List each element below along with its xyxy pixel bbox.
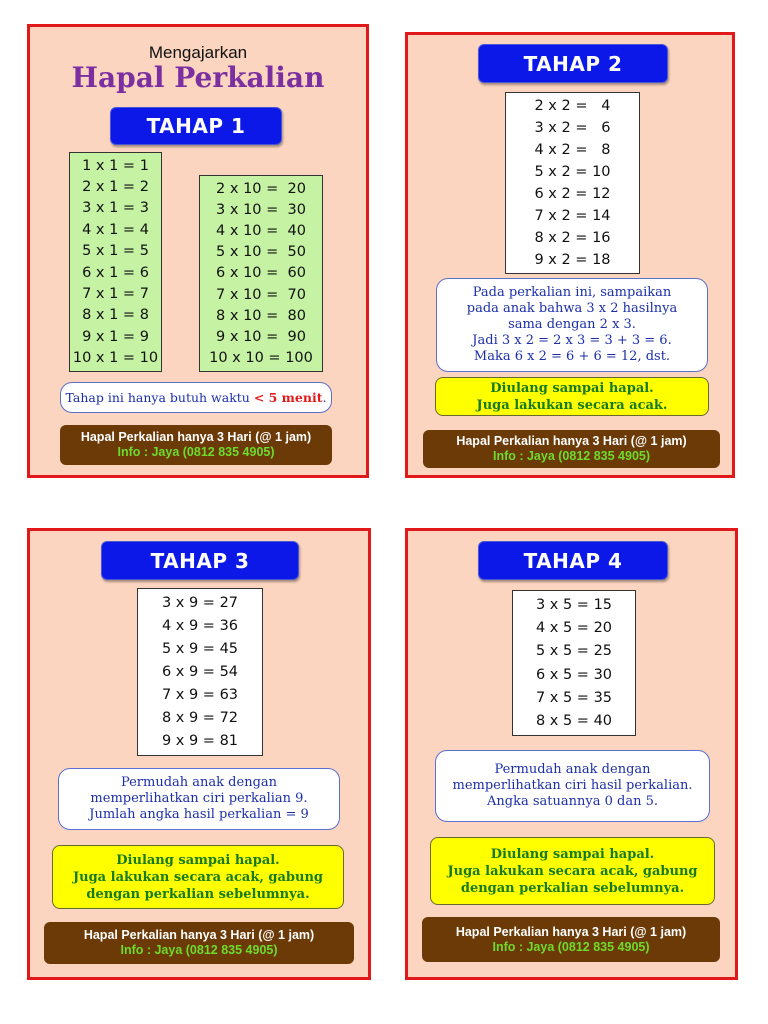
explanation-note	[436, 278, 708, 372]
footer	[422, 917, 720, 962]
repeat-line: Juga lakukan secara acak, gabung	[447, 863, 698, 879]
table-row: 5 x 9 = 45	[161, 640, 239, 657]
repeat-note	[430, 837, 715, 905]
table-row: 1 x 1 = 1	[82, 157, 149, 174]
note-line: pada anak bahwa 3 x 2 hasilnya	[466, 301, 678, 316]
table-row: 9 x 9 = 81	[161, 733, 239, 750]
time-note	[60, 382, 332, 413]
note-line: Pada perkalian ini, sampaikan	[472, 285, 672, 300]
note-line: memperlihatkan ciri perkalian 9.	[90, 791, 308, 806]
time-note-highlight: < 5 menit	[253, 389, 323, 405]
table-row: 7 x 1 = 7	[82, 286, 149, 303]
table-row: 7 x 2 = 14	[534, 208, 611, 224]
note-line: Maka 6 x 2 = 6 + 6 = 12, dst.	[473, 349, 671, 364]
table-row: 7 x 5 = 35	[535, 689, 613, 706]
footer-line2: Info : Jaya (0812 835 4905)	[492, 449, 651, 463]
table-row: 5 x 10 = 50	[216, 244, 306, 261]
footer-line2: Info : Jaya (0812 835 4905)	[120, 943, 278, 957]
table-row: 5 x 2 = 10	[534, 164, 611, 180]
table-row: 3 x 5 = 15	[535, 596, 613, 613]
card-tahap-3	[27, 528, 371, 980]
table-right	[199, 175, 323, 372]
table-row: 8 x 9 = 72	[161, 710, 239, 727]
table-row: 4 x 5 = 20	[535, 619, 613, 636]
explanation-note	[58, 768, 340, 830]
table-row: 10 x 10 = 100	[209, 350, 313, 367]
table-row: 3 x 10 = 30	[216, 201, 306, 218]
note-line: Jadi 3 x 2 = 2 x 3 = 3 + 3 = 6.	[472, 333, 672, 348]
table-row: 6 x 5 = 30	[535, 666, 613, 683]
footer-line1: Hapal Perkalian hanya 3 Hari (@ 1 jam)	[80, 430, 312, 444]
table-row: 2 x 10 = 20	[216, 180, 306, 197]
multiplication-table	[137, 588, 263, 756]
card-tahap-4	[405, 528, 738, 980]
stage-label: TAHAP 1	[110, 107, 282, 145]
footer	[60, 425, 332, 465]
table-row: 9 x 1 = 9	[82, 328, 149, 345]
multiplication-table	[512, 590, 636, 736]
stage-label: TAHAP 3	[101, 541, 299, 580]
table-row: 4 x 10 = 40	[216, 223, 306, 240]
explanation-note	[435, 750, 710, 822]
card-subtitle: Mengajarkan	[148, 43, 248, 62]
time-note-end: .	[322, 389, 327, 405]
table-row: 3 x 2 = 6	[534, 120, 611, 136]
table-row: 4 x 9 = 36	[161, 617, 239, 634]
card-title: Hapal Perkalian	[71, 61, 325, 94]
table-row: 6 x 10 = 60	[216, 265, 306, 282]
footer	[423, 430, 720, 468]
table-row: 6 x 9 = 54	[161, 663, 239, 680]
repeat-line: dengan perkalian sebelumnya.	[460, 880, 685, 896]
table-row: 5 x 5 = 25	[535, 643, 613, 660]
repeat-line: Diulang sampai hapal.	[490, 380, 654, 396]
time-note-text: Tahap ini hanya butuh waktu	[65, 389, 254, 405]
footer	[44, 922, 354, 964]
footer-line1: Hapal Perkalian hanya 3 Hari (@ 1 jam)	[455, 924, 687, 939]
stage-label: TAHAP 2	[478, 44, 668, 83]
footer-line2: Info : Jaya (0812 835 4905)	[492, 939, 650, 954]
table-row: 3 x 9 = 27	[161, 594, 239, 611]
table-row: 10 x 1 = 10	[72, 350, 159, 367]
table-row: 6 x 1 = 6	[82, 264, 149, 281]
table-row: 5 x 1 = 5	[82, 243, 149, 260]
table-row: 2 x 1 = 2	[82, 179, 149, 196]
footer-line1: Hapal Perkalian hanya 3 Hari (@ 1 jam)	[456, 434, 687, 448]
note-line: Angka satuannya 0 dan 5.	[487, 794, 658, 809]
table-left	[69, 152, 162, 372]
repeat-line: dengan perkalian sebelumnya.	[86, 886, 310, 902]
table-row: 8 x 1 = 8	[82, 307, 149, 324]
table-row: 8 x 5 = 40	[535, 713, 613, 730]
table-row: 4 x 1 = 4	[82, 221, 149, 238]
note-line: Jumlah angka hasil perkalian = 9	[89, 807, 309, 822]
note-line: Permudah anak dengan	[120, 775, 278, 790]
table-row: 8 x 2 = 16	[534, 230, 611, 246]
note-line: memperlihatkan ciri hasil perkalian.	[452, 778, 693, 793]
note-line: Permudah anak dengan	[494, 762, 651, 777]
repeat-line: Juga lakukan secara acak, gabung	[72, 869, 323, 885]
table-row: 7 x 10 = 70	[216, 286, 306, 303]
table-row: 4 x 2 = 8	[534, 142, 611, 158]
card-tahap-2	[405, 32, 735, 478]
stage-label: TAHAP 4	[478, 541, 668, 580]
card-tahap-1	[27, 24, 369, 478]
repeat-line: Diulang sampai hapal.	[490, 846, 655, 862]
table-row: 7 x 9 = 63	[161, 687, 239, 704]
repeat-note	[435, 377, 709, 416]
footer-line2: Info : Jaya (0812 835 4905)	[117, 445, 275, 459]
note-line: sama dengan 2 x 3.	[508, 317, 636, 332]
table-row: 3 x 1 = 3	[82, 200, 149, 217]
repeat-line: Diulang sampai hapal.	[116, 852, 280, 868]
table-row: 9 x 2 = 18	[534, 252, 611, 268]
repeat-note	[52, 845, 344, 909]
table-row: 8 x 10 = 80	[216, 307, 306, 324]
footer-line1: Hapal Perkalian hanya 3 Hari (@ 1 jam)	[83, 928, 315, 942]
multiplication-table	[505, 92, 640, 274]
table-row: 6 x 2 = 12	[534, 186, 611, 202]
table-row: 9 x 10 = 90	[216, 329, 306, 346]
table-row: 2 x 2 = 4	[534, 98, 611, 114]
repeat-line: Juga lakukan secara acak.	[476, 397, 668, 413]
